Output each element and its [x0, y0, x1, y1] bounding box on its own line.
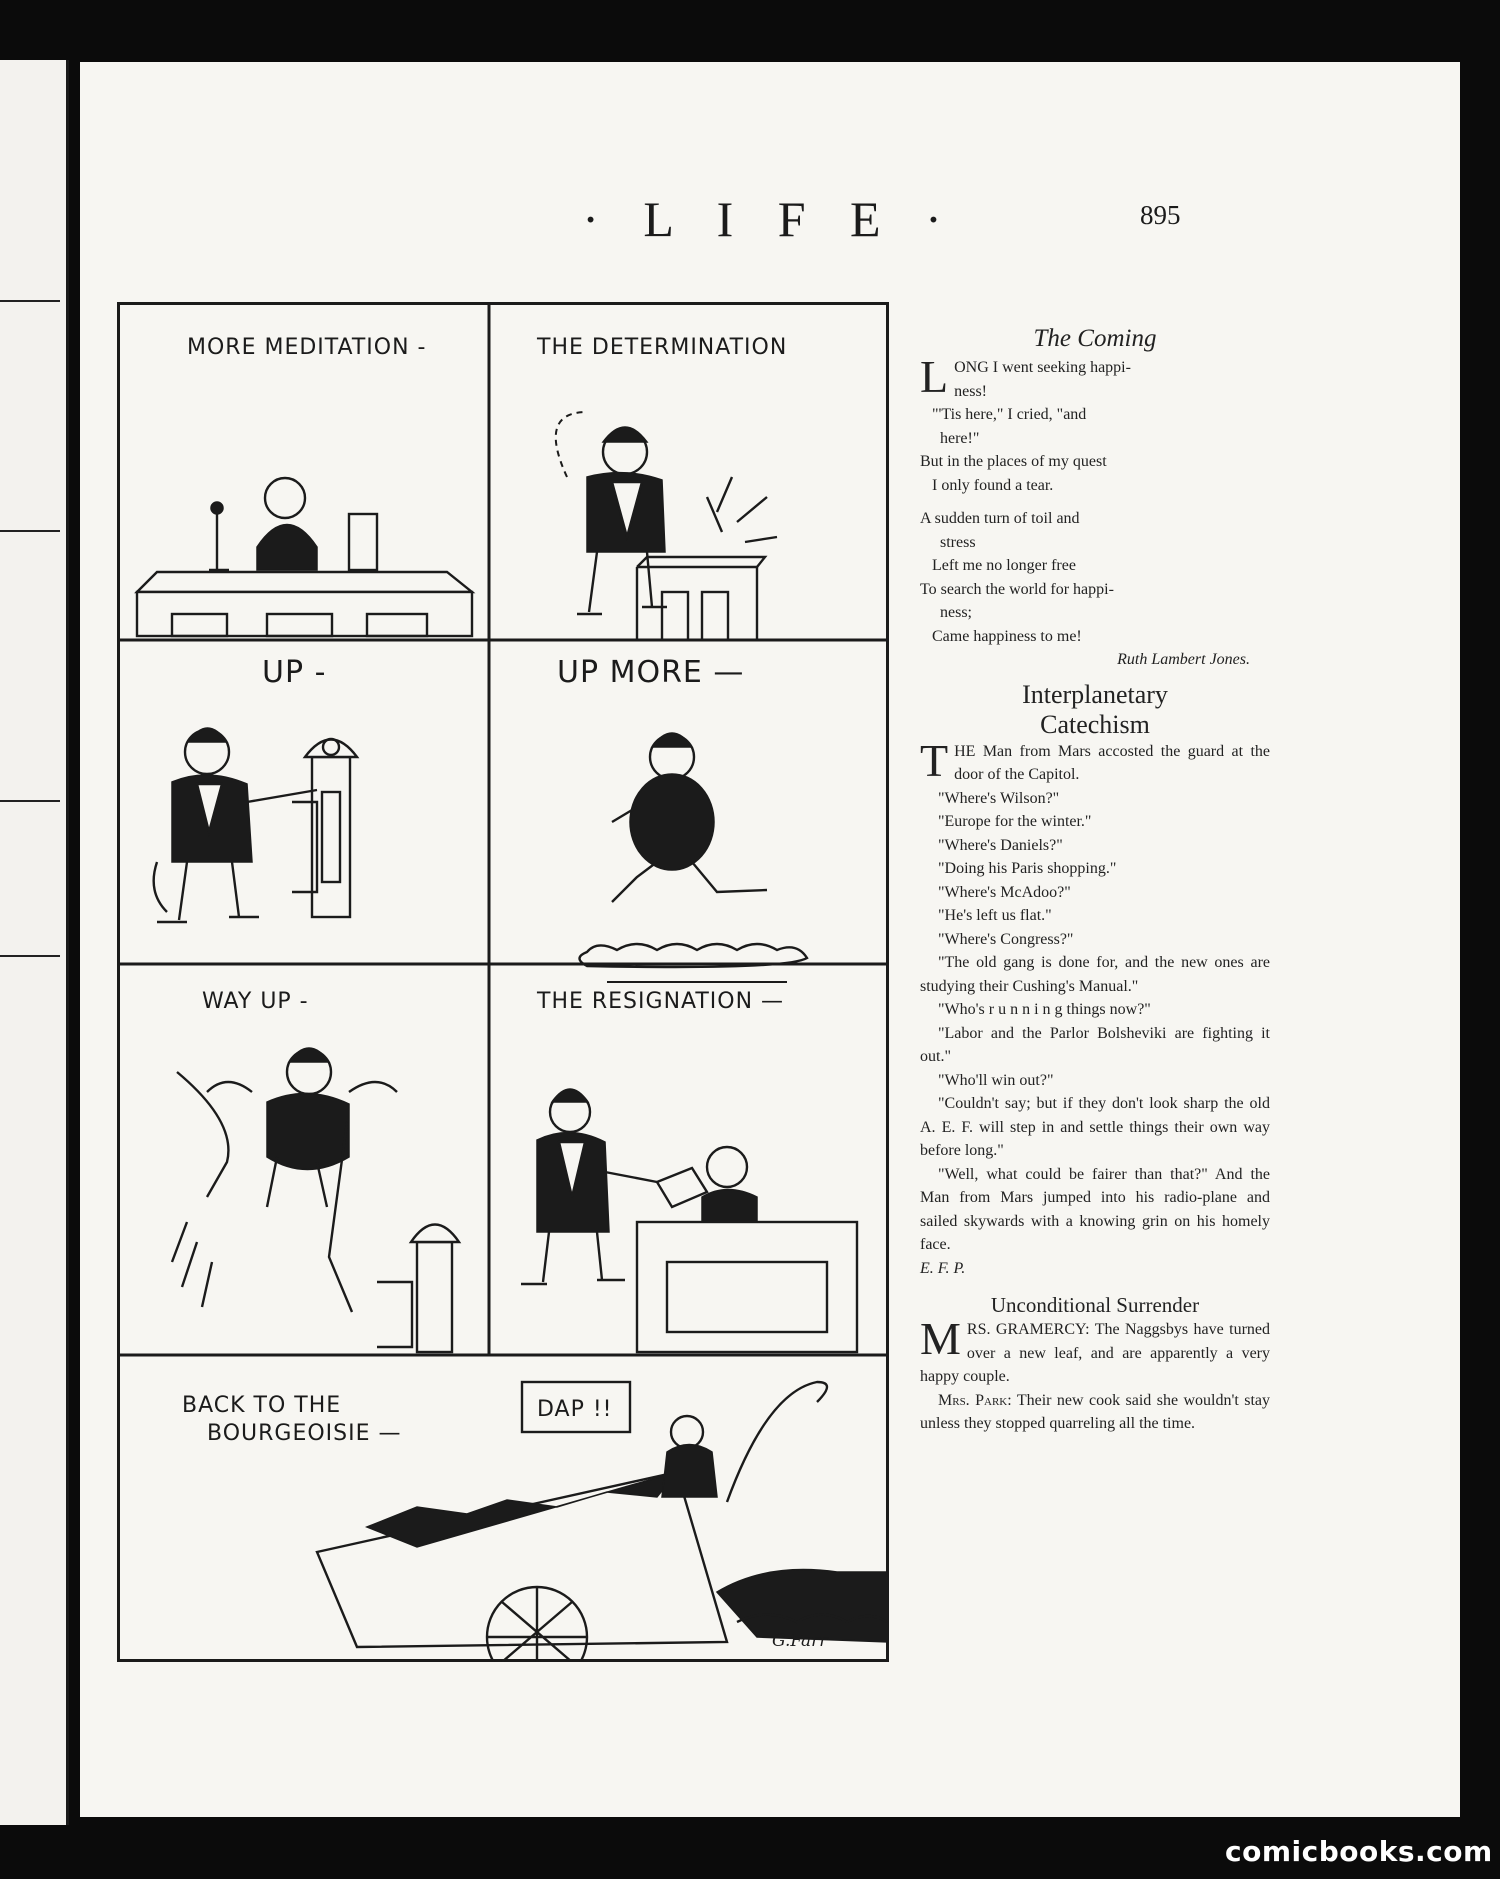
poem-author: Ruth Lambert Jones. — [1117, 651, 1250, 668]
surrender-text — [920, 1313, 1271, 1436]
panel-caption: WAY UP - — [202, 989, 309, 1014]
poem-line: Came happiness to me! — [932, 627, 1082, 645]
drop-cap: T — [920, 734, 949, 786]
drop-cap: M — [920, 1313, 961, 1364]
paragraph: "Europe for the winter." — [938, 813, 1092, 830]
article-title-line1: Interplanetary — [1022, 679, 1168, 709]
article-author: E. F. P. — [920, 1259, 966, 1277]
paragraph: HE Man from Mars accosted the guard at the door of the Capitol. — [954, 742, 1270, 783]
speech-bubble-text: DAP !! — [537, 1397, 613, 1422]
paragraph: "Couldn't say; but if they don't look sharp the old A. E. F. will step in and settle things their own way before long." — [920, 1095, 1270, 1159]
paragraph: "He's left us flat." — [938, 907, 1052, 924]
panel-caption: UP MORE — — [557, 655, 745, 690]
panel-6 — [521, 989, 857, 1352]
magazine-page — [80, 62, 1460, 1817]
paragraph: "Where's Daniels?" — [938, 836, 1063, 854]
paragraph: "Where's McAdoo?" — [938, 883, 1071, 901]
poem-line: ness! — [954, 382, 987, 400]
poem-line: I only found a tear. — [932, 476, 1054, 494]
poem-line: ONG I went seeking happi- — [954, 359, 1131, 376]
comic-strip — [117, 302, 889, 1662]
panel-caption-line2: BOURGEOISIE — — [207, 1421, 402, 1446]
poem-line: "'Tis here," I cried, "and — [932, 406, 1087, 423]
poem — [920, 351, 1270, 672]
dialogue: The Naggsbys have turned over a new leaf, and are apparently a very happy couple. — [920, 1321, 1271, 1385]
site-watermark: comicbooks.com — [1225, 1835, 1493, 1868]
panel-1 — [137, 335, 472, 636]
panel-caption: THE RESIGNATION — — [537, 989, 785, 1014]
page-number: 895 — [1140, 200, 1181, 230]
panel-3 — [154, 655, 357, 922]
poem-line: Left me no longer free — [932, 557, 1076, 574]
poem-line: But in the places of my quest — [920, 453, 1107, 470]
article-title-line2: Catechism — [1040, 709, 1150, 739]
drop-cap: L — [920, 351, 949, 402]
artist-signature: G.Farr — [772, 1631, 828, 1651]
panel-4 — [557, 655, 807, 982]
panel-caption: THE DETERMINATION — [537, 335, 788, 360]
paragraph: "Who's r u n n i n g things now?" — [938, 1001, 1151, 1018]
panel-7 — [182, 1382, 889, 1662]
poem-line: A sudden turn of toil and — [920, 510, 1080, 527]
poem-line: stress — [940, 533, 976, 551]
paragraph: "Who'll win out?" — [938, 1071, 1054, 1089]
text-column — [920, 324, 1270, 1436]
paragraph: "Where's Congress?" — [938, 930, 1074, 948]
man-head — [265, 478, 305, 518]
catechism-text — [920, 734, 1270, 1281]
paragraph: "Where's Wilson?" — [938, 789, 1060, 807]
paragraph: "Labor and the Parlor Bolsheviki are fighting it out." — [920, 1024, 1270, 1065]
panel-5 — [172, 989, 459, 1352]
paragraph: "Well, what could be fairer than that?" And the Man from Mars jumped into his radio-plane and sailed skywards with a knowing grin on his homely face. — [920, 1165, 1270, 1253]
speaker-name: RS. GRAMERCY: — [966, 1321, 1090, 1338]
paragraph: "The old gang is done for, and the new ones are studying their Cushing's Manual." — [920, 954, 1270, 995]
dialogue: Their new cook said she wouldn't stay unless they stopped quarreling all the time. — [920, 1391, 1271, 1432]
poem-title: The Coming — [1033, 325, 1157, 352]
poem-line: ness; — [940, 604, 972, 621]
article-title: Unconditional Surrender — [990, 1293, 1200, 1317]
poem-line: To search the world for happi- — [920, 580, 1114, 598]
paragraph: "Doing his Paris shopping." — [938, 860, 1117, 877]
facing-page-edge — [0, 60, 69, 1825]
panel-2 — [536, 335, 787, 640]
speaker-name: Mrs. Park: — [938, 1391, 1012, 1409]
poem-line: here!" — [940, 429, 980, 447]
masthead-title: · L I F E · — [582, 191, 958, 247]
panel-caption: UP - — [262, 655, 327, 690]
panel-caption-line1: BACK TO THE — [182, 1393, 342, 1418]
panel-caption: MORE MEDITATION - — [187, 335, 427, 360]
